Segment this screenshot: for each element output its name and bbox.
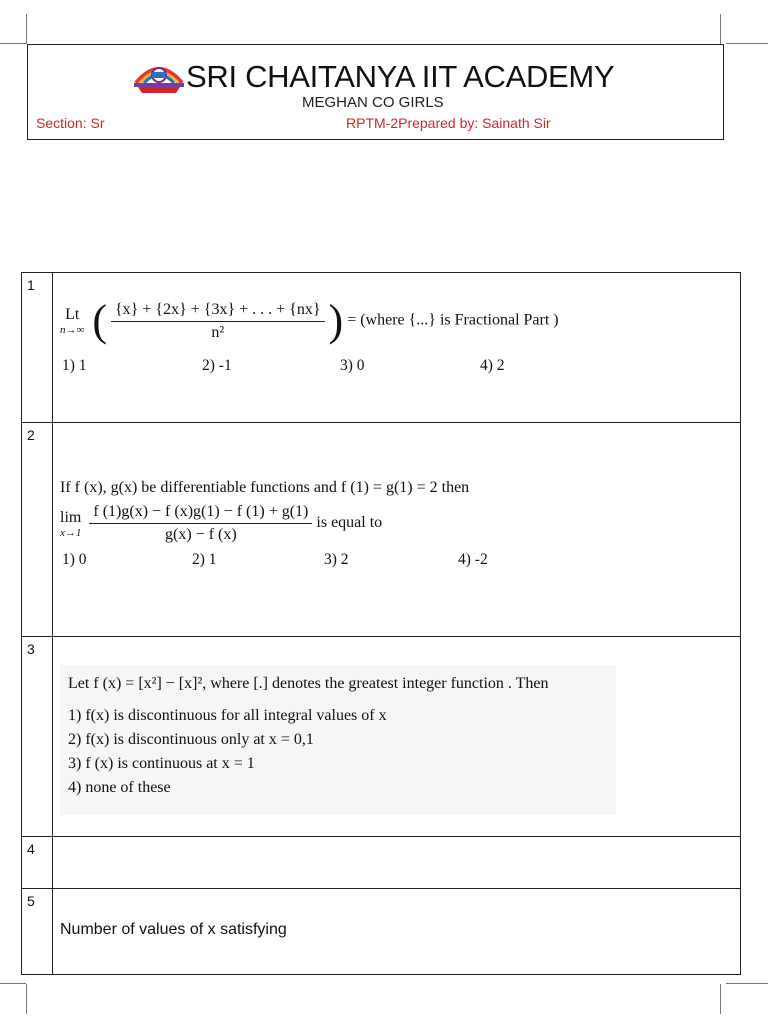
question-5-stem: Number of values of x satisfying [60,921,287,938]
question-3-stem: Let f (x) = [x²] − [x]², where [.] denotes the greatest integer function . Then [68,675,549,692]
crop-mark [720,14,721,44]
question-1-body: Lt n→∞ ( $\frac{\{x\} + \{2x\} + \{3x\} + . . . + \{nx\}}{\text{n²}}$ ) = (where {...} is Fractional Part ) [60,296,559,345]
question-number: 1 [27,277,35,293]
option-3: 3) 2 [324,551,349,568]
option-2: 2) 1 [192,551,217,568]
question-2-tail: is equal to [316,514,383,532]
crop-mark [26,984,27,1014]
section-label: Section: Sr [36,115,105,131]
crop-mark [726,983,768,984]
question-2-stem: If f (x), g(x) be differentiable functions and f (1) = g(1) = 2 then [60,479,470,496]
option-3: 3) 0 [340,357,365,374]
question-row-5 [22,889,740,975]
question-1-tail: = (where {...} is Fractional Part ) [347,311,559,329]
question-2-limit [60,503,730,544]
limit-operator: lim x→1 [60,508,82,539]
limit-fraction: $\frac{\{x\} + \{2x\} + \{3x\} + . . . + \{nx\}}{\text{n²}}$ [111,301,325,342]
limit-operator: Lt n→∞ [60,306,85,336]
limit-fraction: $\frac{f (1)g(x) - f (x)g(1) - f (1) + g(1)}{g(x) - f (x)}$ [89,503,312,544]
option-1: 1) 0 [62,551,87,568]
option-1: 1) 1 [62,357,87,374]
question-number: 2 [27,427,35,443]
option-4: 4) none of these [68,779,171,796]
option-3: 3) f (x) is continuous at x = 1 [68,755,255,772]
option-2: 2) f(x) is discontinuous only at x = 0,1 [68,731,314,748]
campus-name: MEGHAN CO GIRLS [302,94,444,111]
question-number: 5 [27,893,35,909]
option-4: 4) 2 [480,357,505,374]
question-row-2 [22,423,740,637]
question-row-3 [22,637,740,837]
question-number: 4 [27,841,35,857]
document-header [27,44,724,140]
prepared-by-label: RPTM-2Prepared by: Sainath Sir [346,115,551,131]
option-4: 4) -2 [458,551,488,568]
question-3-body [60,665,730,815]
academy-emblem-logo [132,53,186,97]
option-1: 1) f(x) is discontinuous for all integral values of x [68,707,387,724]
crop-mark [720,984,721,1014]
crop-mark [726,43,768,44]
crop-mark [0,43,26,44]
question-row-1 [22,273,740,423]
crop-mark [0,983,26,984]
school-name: SRI CHAITANYA IIT ACADEMY [186,59,615,94]
crop-mark [26,14,27,44]
question-row-4 [22,837,740,889]
question-table [21,272,741,975]
option-2: 2) -1 [202,357,232,374]
question-number: 3 [27,641,35,657]
